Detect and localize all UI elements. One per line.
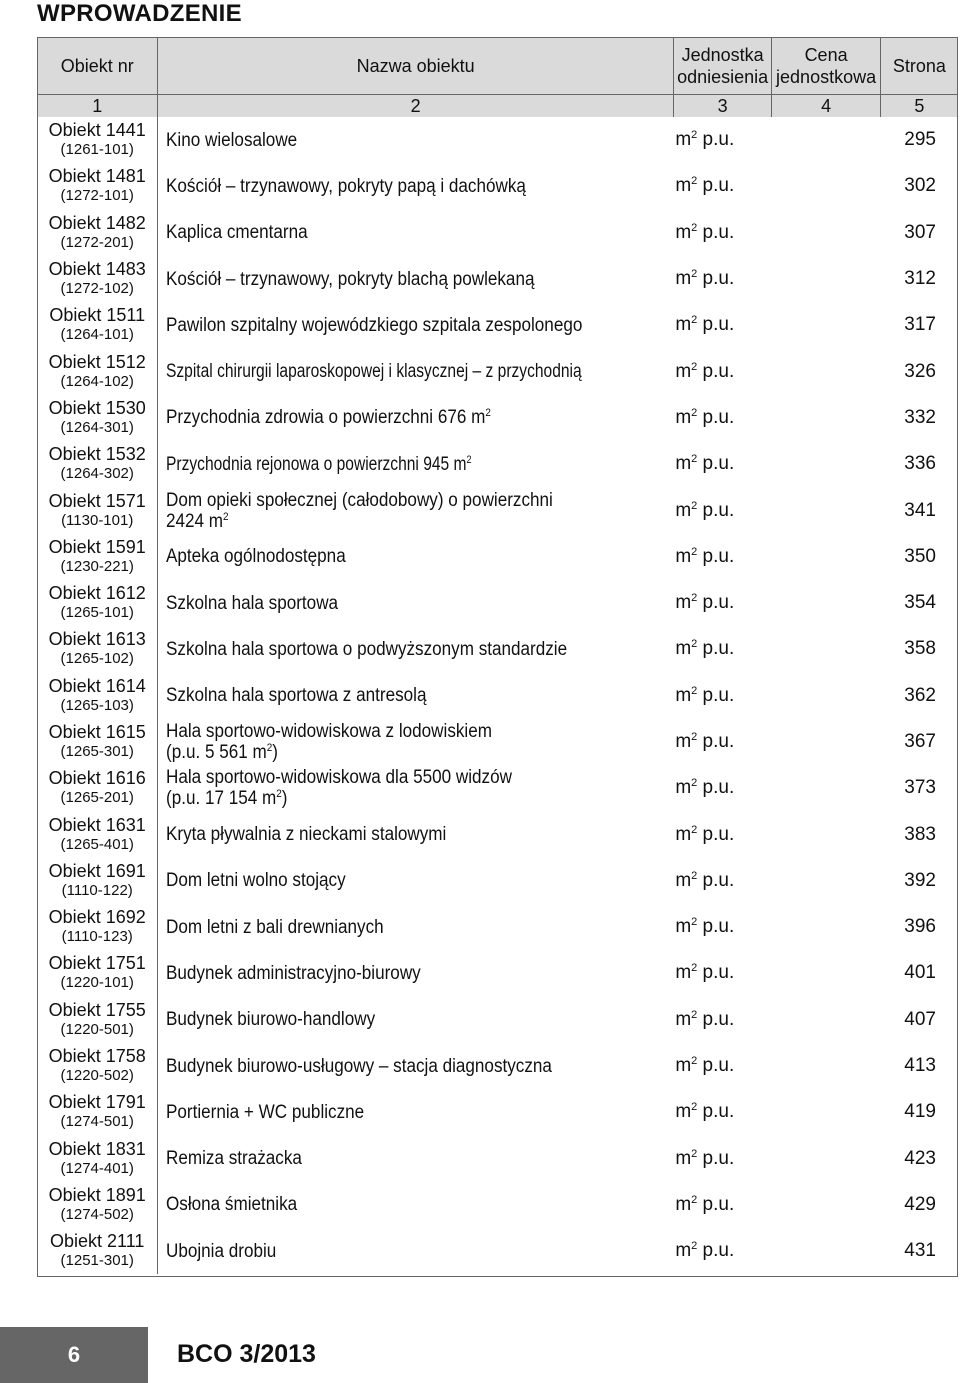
table-row	[37, 765, 958, 811]
object-number-cell	[37, 1228, 158, 1274]
reference-unit: $m^2$ p.u.	[675, 1101, 735, 1123]
object-code: (1261-101)	[60, 141, 134, 159]
object-number: Obiekt 1615	[48, 722, 146, 742]
reference-unit: $m^2$ p.u.	[675, 823, 735, 845]
section-heading: WPROWADZENIE	[37, 0, 242, 27]
reference-unit: $m^2$ p.u.	[675, 1147, 735, 1169]
reference-unit: $m^2$ p.u.	[675, 453, 735, 475]
object-name-cell	[158, 117, 673, 163]
unit-price	[772, 256, 880, 302]
table-row	[37, 117, 958, 163]
object-number-cell	[37, 441, 158, 487]
table-row	[37, 302, 958, 348]
object-number: Obiekt 1482	[48, 212, 146, 233]
object-number-cell	[37, 626, 158, 672]
object-name-cell	[158, 163, 673, 209]
header-page: Strona	[880, 37, 958, 95]
object-number-cell	[37, 997, 158, 1043]
object-number: Obiekt 1612	[48, 583, 146, 604]
object-number: Obiekt 1791	[48, 1092, 146, 1113]
object-name: Portiernia + WC publiczne	[166, 1101, 365, 1123]
object-code: (1265-102)	[60, 650, 134, 668]
object-name: Dom letni z bali drewnianych	[166, 916, 385, 938]
object-number: Obiekt 1891	[48, 1184, 146, 1205]
unit-price	[772, 534, 880, 580]
unit-price	[772, 1136, 880, 1182]
object-name-cell	[158, 904, 673, 950]
object-name-cell	[158, 950, 673, 996]
reference-unit: $m^2$ p.u.	[675, 1008, 735, 1030]
unit-price	[772, 302, 880, 348]
column-number: 4	[772, 95, 880, 118]
object-number-cell	[37, 1136, 158, 1182]
object-number: Obiekt 1571	[48, 490, 146, 511]
reference-unit: $m^2$ p.u.	[675, 129, 735, 151]
object-name-cell	[158, 1228, 673, 1274]
table-row	[37, 163, 958, 209]
page-ref: 367	[904, 731, 936, 752]
object-number: Obiekt 1532	[48, 444, 146, 465]
object-number: Obiekt 1755	[48, 999, 146, 1020]
table-row	[37, 580, 958, 626]
object-number-cell	[37, 765, 158, 811]
object-name-cell	[158, 765, 673, 811]
object-name-cell	[158, 626, 673, 672]
object-code: (1274-401)	[60, 1159, 134, 1177]
object-number: Obiekt 1691	[48, 860, 146, 881]
object-name: Kościół – trzynawowy, pokryty blachą powlekaną	[166, 268, 535, 290]
reference-unit: $m^2$ p.u.	[675, 175, 735, 197]
object-code: (1110-123)	[61, 928, 133, 946]
page-ref: 307	[904, 221, 936, 243]
page-ref: 332	[904, 406, 936, 428]
object-name: Hala sportowo-widowiskowa dla 5500 widzów (p.u. 17 154 $m^2$)	[166, 767, 513, 810]
unit-price	[772, 904, 880, 950]
object-number-cell	[37, 580, 158, 626]
object-number: Obiekt 2111	[50, 1231, 145, 1252]
object-number-cell	[37, 256, 158, 302]
page-ref: 350	[904, 545, 936, 567]
object-name-cell	[158, 348, 673, 394]
objects-table	[37, 37, 958, 1274]
unit-price	[772, 673, 880, 719]
unit-price	[772, 395, 880, 441]
object-name: Budynek biurowo-usługowy – stacja diagnostyczna	[166, 1055, 553, 1077]
page-ref: 396	[904, 916, 936, 938]
unit-price	[772, 1089, 880, 1135]
table-row	[37, 441, 958, 487]
object-number: Obiekt 1616	[48, 768, 146, 789]
object-code: (1130-101)	[61, 511, 134, 529]
reference-unit: $m^2$ p.u.	[675, 545, 735, 567]
object-number: Obiekt 1511	[49, 305, 146, 326]
object-name: Remiza strażacka	[166, 1148, 303, 1170]
object-code: (1272-102)	[60, 280, 134, 298]
page-number: 6	[67, 1342, 81, 1367]
object-number-cell	[37, 395, 158, 441]
reference-unit: $m^2$ p.u.	[675, 268, 735, 290]
unit-price	[772, 1228, 880, 1274]
unit-price	[772, 997, 880, 1043]
table-row	[37, 904, 958, 950]
object-code: (1265-301)	[60, 743, 134, 760]
reference-unit: $m^2$ p.u.	[675, 221, 735, 243]
reference-unit: $m^2$ p.u.	[675, 1055, 735, 1077]
page-ref: 336	[904, 453, 936, 475]
object-name-cell	[158, 302, 673, 348]
header-object-number: Obiekt nr	[37, 37, 158, 95]
object-number-cell	[37, 348, 158, 394]
object-number: Obiekt 1751	[48, 953, 146, 974]
object-code: (1272-101)	[60, 187, 134, 205]
object-name-cell	[158, 441, 673, 487]
unit-price	[772, 210, 880, 256]
object-number: Obiekt 1512	[48, 351, 146, 372]
reference-unit: $m^2$ p.u.	[675, 499, 735, 521]
page-number-box	[0, 1327, 148, 1383]
object-number: Obiekt 1831	[48, 1138, 146, 1159]
object-name-cell	[158, 210, 673, 256]
object-number-cell	[37, 210, 158, 256]
object-name: Kaplica cmentarna	[166, 222, 309, 244]
object-name-cell	[158, 256, 673, 302]
table-row	[37, 858, 958, 904]
table-row	[37, 210, 958, 256]
unit-price	[772, 117, 880, 163]
object-number-cell	[37, 1182, 158, 1228]
object-number-cell	[37, 858, 158, 904]
page-ref: 302	[904, 175, 936, 197]
reference-unit: $m^2$ p.u.	[675, 638, 735, 660]
page-ref: 383	[904, 823, 936, 845]
object-name: Pawilon szpitalny wojewódzkiego szpitala zespolonego	[166, 314, 583, 336]
reference-unit: $m^2$ p.u.	[675, 314, 735, 336]
object-code: (1265-401)	[60, 835, 134, 853]
object-number: Obiekt 1481	[48, 166, 146, 187]
unit-price	[772, 487, 880, 533]
table-row	[37, 1043, 958, 1089]
object-code: (1220-101)	[60, 974, 134, 992]
object-number-cell	[37, 117, 158, 163]
page-ref: 423	[904, 1147, 936, 1169]
object-name-cell	[158, 1043, 673, 1089]
object-name-cell	[158, 997, 673, 1043]
object-name: Apteka ogólnodostępna	[166, 546, 347, 568]
object-number: Obiekt 1530	[48, 397, 146, 418]
unit-price	[772, 348, 880, 394]
object-code: (1265-103)	[60, 696, 134, 714]
table-row	[37, 1136, 958, 1182]
object-name: Szkolna hala sportowa z antresolą	[166, 685, 427, 707]
page-ref: 326	[904, 360, 936, 382]
unit-price	[772, 765, 880, 811]
object-number: Obiekt 1758	[48, 1046, 146, 1067]
table-row	[37, 487, 958, 533]
object-number-cell	[37, 1043, 158, 1089]
table-row	[37, 256, 958, 302]
object-number: Obiekt 1483	[48, 259, 146, 280]
object-number-cell	[37, 719, 158, 765]
object-code: (1264-101)	[60, 326, 134, 344]
object-name: Kryta pływalnia z nieckami stalowymi	[166, 824, 447, 846]
journal-title: BCO 3/2013	[177, 1340, 316, 1368]
table-row	[37, 534, 958, 580]
reference-unit: $m^2$ p.u.	[675, 731, 735, 752]
object-name-cell	[158, 1136, 673, 1182]
unit-price	[772, 811, 880, 857]
table-row	[37, 719, 958, 765]
object-name: Budynek biurowo-handlowy	[166, 1009, 376, 1031]
object-name-cell	[158, 858, 673, 904]
table-row	[37, 997, 958, 1043]
page-ref: 419	[904, 1101, 936, 1123]
reference-unit: $m^2$ p.u.	[675, 592, 735, 614]
object-number-cell	[37, 673, 158, 719]
object-code: (1265-201)	[60, 789, 134, 807]
object-number: Obiekt 1614	[48, 675, 146, 696]
table-row	[37, 1089, 958, 1135]
object-code: (1110-122)	[61, 881, 133, 899]
page-ref: 317	[904, 314, 936, 336]
object-name-cell	[158, 673, 673, 719]
unit-price	[772, 950, 880, 996]
object-name: Szkolna hala sportowa	[166, 592, 339, 614]
column-number-row	[37, 95, 958, 118]
unit-price	[772, 1043, 880, 1089]
object-number: Obiekt 1591	[48, 536, 146, 557]
page-ref: 362	[904, 684, 936, 706]
object-name: Przychodnia rejonowa o powierzchni 945 $m^2$	[166, 453, 472, 475]
table-row	[37, 1228, 958, 1274]
object-name: Szpital chirurgii laparoskopowej i klasycznej – z przychodnią	[166, 361, 583, 383]
object-code: (1265-101)	[60, 604, 134, 622]
column-number: 5	[880, 95, 958, 118]
reference-unit: $m^2$ p.u.	[675, 1193, 735, 1215]
unit-price	[772, 441, 880, 487]
reference-unit: $m^2$ p.u.	[675, 777, 735, 799]
object-name: Kino wielosalowe	[166, 129, 298, 151]
object-name: Budynek administracyjno-biurowy	[166, 962, 422, 984]
reference-unit: $m^2$ p.u.	[675, 406, 735, 428]
page-ref: 358	[904, 638, 936, 660]
page-ref: 373	[904, 777, 936, 799]
object-code: (1274-501)	[60, 1113, 134, 1131]
object-code: (1274-502)	[60, 1205, 134, 1223]
column-number: 1	[37, 95, 158, 118]
object-name-cell	[158, 811, 673, 857]
object-name-cell	[158, 1182, 673, 1228]
object-code: (1230-221)	[60, 557, 134, 575]
object-number-cell	[37, 487, 158, 533]
reference-unit: $m^2$ p.u.	[675, 916, 735, 938]
table-row	[37, 673, 958, 719]
object-number: Obiekt 1613	[48, 629, 146, 650]
header-object-name: Nazwa obiektu	[158, 37, 673, 95]
reference-unit: $m^2$ p.u.	[675, 684, 735, 706]
object-code: (1264-301)	[60, 418, 134, 436]
table-header-row	[37, 37, 958, 95]
object-name: Szkolna hala sportowa o podwyższonym standardzie	[166, 638, 568, 660]
reference-unit: $m^2$ p.u.	[675, 1240, 735, 1262]
object-name: Hala sportowo-widowiskowa z lodowiskiem (p.u. 5 561 $m^2$)	[166, 721, 493, 763]
unit-price	[772, 580, 880, 626]
object-name: Przychodnia zdrowia o powierzchni 676 $m^2$	[166, 407, 492, 429]
header-unit-price: Cena jednostkowa	[772, 37, 880, 95]
column-number: 3	[673, 95, 772, 118]
object-name-cell	[158, 719, 673, 765]
object-code: (1272-201)	[60, 233, 134, 251]
unit-price	[772, 626, 880, 672]
page-ref: 407	[904, 1008, 936, 1030]
object-number-cell	[37, 1089, 158, 1135]
table-row	[37, 811, 958, 857]
object-number-cell	[37, 950, 158, 996]
object-code: (1264-102)	[60, 372, 134, 390]
page-ref: 392	[904, 869, 936, 891]
unit-price	[772, 719, 880, 765]
object-number-cell	[37, 904, 158, 950]
page-ref: 354	[904, 592, 936, 614]
table-row	[37, 348, 958, 394]
column-number: 2	[158, 95, 673, 118]
page-ref: 413	[904, 1055, 936, 1077]
object-name: Kościół – trzynawowy, pokryty papą i dachówką	[166, 175, 527, 197]
reference-unit: $m^2$ p.u.	[675, 962, 735, 984]
object-name-cell	[158, 580, 673, 626]
object-number-cell	[37, 534, 158, 580]
reference-unit: $m^2$ p.u.	[675, 869, 735, 891]
page-ref: 401	[904, 962, 936, 984]
page-ref: 429	[904, 1193, 936, 1215]
header-reference-unit: Jednostka odniesienia	[673, 37, 772, 95]
page-ref: 312	[904, 268, 936, 290]
object-code: (1264-302)	[60, 465, 134, 483]
object-name-cell	[158, 487, 673, 533]
object-number-cell	[37, 302, 158, 348]
object-name-cell	[158, 1089, 673, 1135]
table-row	[37, 626, 958, 672]
object-number: Obiekt 1692	[48, 907, 146, 928]
object-name: Dom letni wolno stojący	[166, 870, 347, 892]
unit-price	[772, 1182, 880, 1228]
object-number: Obiekt 1441	[48, 120, 146, 141]
object-number-cell	[37, 811, 158, 857]
table-row	[37, 1182, 958, 1228]
object-code: (1220-501)	[60, 1020, 134, 1038]
object-code: (1251-301)	[60, 1252, 134, 1270]
page-ref: 341	[904, 499, 936, 521]
object-name-cell	[158, 395, 673, 441]
unit-price	[772, 163, 880, 209]
unit-price	[772, 858, 880, 904]
object-number-cell	[37, 163, 158, 209]
page-ref: 431	[904, 1240, 936, 1262]
object-name: Ubojnia drobiu	[166, 1240, 277, 1262]
object-number: Obiekt 1631	[48, 814, 146, 835]
object-name-cell	[158, 534, 673, 580]
table-row	[37, 950, 958, 996]
reference-unit: $m^2$ p.u.	[675, 360, 735, 382]
object-code: (1220-502)	[60, 1067, 134, 1085]
object-name: Dom opieki społecznej (całodobowy) o powierzchni 2424 $m^2$	[166, 489, 554, 532]
page-ref: 295	[904, 129, 936, 151]
object-name: Osłona śmietnika	[166, 1194, 298, 1216]
table-row	[37, 395, 958, 441]
